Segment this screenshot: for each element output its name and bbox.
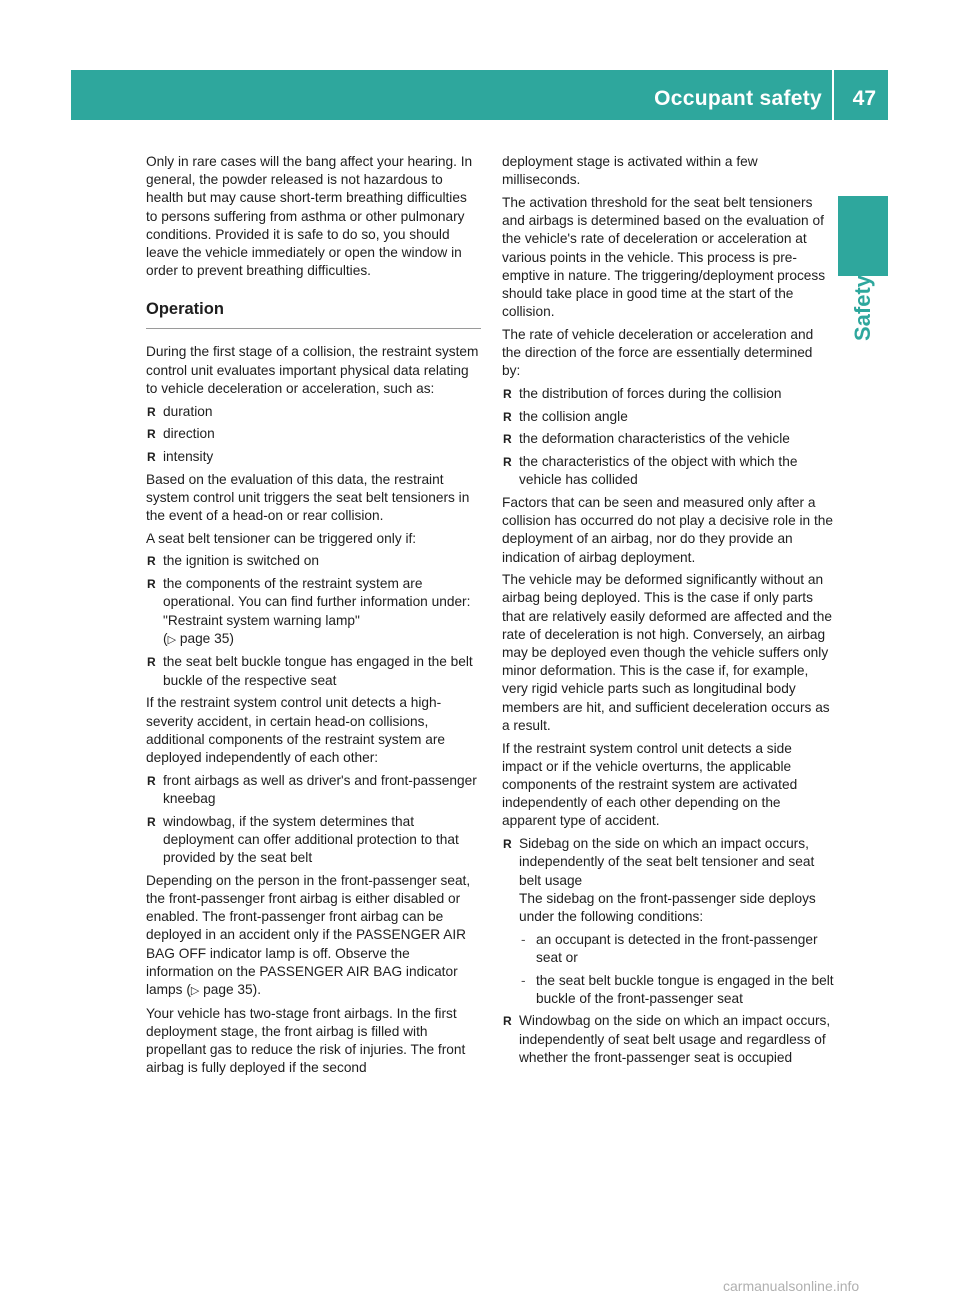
list-item: R the distribution of forces during the collision bbox=[502, 385, 834, 403]
header-bar bbox=[71, 70, 888, 120]
page-reference-link[interactable]: page 35). bbox=[203, 981, 261, 997]
list-item-sidebag bbox=[502, 835, 834, 1008]
paragraph: The activation threshold for the seat belt tensioners and airbags is determined based on the evaluation of the vehicle's rate of deceleration or acceleration at various points in the vehicle. This process is pre-emptive in nature. The triggering/deployment process should take place in good time at the start of the collision. bbox=[502, 194, 826, 320]
page-reference-link[interactable]: page 35) bbox=[179, 630, 234, 646]
right-column bbox=[502, 153, 834, 1072]
chapter-tab-marker bbox=[838, 196, 888, 276]
list-item: R the collision angle bbox=[502, 408, 834, 426]
paragraph: Your vehicle has two-stage front airbags. In the first deployment stage, the front airbag is filled with propellant gas to reduce the risk of injuries. The front airbag is fully deployed if the second bbox=[146, 1005, 466, 1076]
dash-item: - an occupant is detected in the front-passenger seat or bbox=[519, 931, 834, 967]
paragraph: The vehicle may be deformed significantly without an airbag being deployed. This is the case if only parts that are relatively easily deformed are affected and the rate of deceleration is not high. Conversely, an airbag may be deployed even though the vehicle suffers only minor deformation. This is the case if, for example, very rigid vehicle parts such as longitudinal body members are hit, and sufficient deceleration occurs as a result. bbox=[502, 572, 832, 733]
list-item: R the ignition is switched on bbox=[146, 552, 481, 570]
bullet-list bbox=[502, 385, 834, 490]
list-item: R the components of the restraint system are operational. You can find further information under: "Restraint system warning lamp" (▷ page 35) bbox=[146, 575, 481, 649]
paragraph: Factors that can be seen and measured only after a collision has occurred do not play a decisive role in the deployment of an airbag, nor do they provide an indication of airbag deployment. bbox=[502, 494, 833, 565]
paragraph: If the restraint system control unit detects a side impact or if the vehicle overturns, the applicable components of the restraint system are activated independently of each other depending on the apparent type of accident. bbox=[502, 740, 798, 829]
intro-paragraph: Only in rare cases will the bang affect your hearing. In general, the powder released is not hazardous to health but may cause short-term breathing difficulties to persons suffering from asthma or other pulmonary conditions. Provided it is safe to do so, you should leave the vehicle immediately or open the window in order to prevent breathing difficulties. bbox=[146, 154, 473, 279]
paragraph: The rate of vehicle deceleration or acceleration and the direction of the force are essentially determined by: bbox=[502, 326, 814, 379]
list-item: R the seat belt buckle tongue has engaged in the belt buckle of the respective seat bbox=[146, 653, 481, 689]
paragraph: During the first stage of a collision, the restraint system control unit evaluates important physical data relating to vehicle deceleration or acceleration, such as: bbox=[146, 344, 479, 396]
chapter-tab-label: Safety bbox=[850, 274, 875, 342]
paragraph: deployment stage is activated within a few milliseconds. bbox=[502, 154, 758, 188]
list-item-text: the components of the restraint system are operational. You can find further information under: "Restraint system warning lamp" bbox=[163, 576, 471, 628]
paragraph-text: Depending on the person in the front-passenger seat, the front-passenger front airbag is either disabled or enabled. The front-passenger front airbag can be deployed in an accident only if the PASSENGER AIR BAG OFF indicator lamp is off. Observe the information on the PASSENGER AIR BAG indicator lamps ( bbox=[146, 872, 471, 997]
sub-paragraph: The sidebag on the front-passenger side deploys under the following conditions: bbox=[519, 890, 816, 924]
paragraph: Based on the evaluation of this data, the restraint system control unit triggers the seat belt tensioners in the event of a head-on or rear collision. bbox=[146, 471, 470, 524]
list-item-windowbag: R Windowbag on the side on which an impact occurs, independently of seat belt usage and regardless of whether the front-passenger seat is occupied bbox=[502, 1012, 834, 1067]
bullet-list bbox=[502, 835, 834, 1067]
list-item: R the deformation characteristics of the vehicle bbox=[502, 430, 834, 448]
paragraph: A seat belt tensioner can be triggered only if: bbox=[146, 530, 417, 546]
list-item: R duration bbox=[146, 403, 481, 421]
page-ref-arrow-icon: ▷ bbox=[167, 633, 177, 646]
dash-list bbox=[519, 931, 834, 1008]
left-column bbox=[146, 153, 481, 1082]
paragraph bbox=[146, 872, 481, 1000]
list-item-text: Sidebag on the side on which an impact occurs, independently of the seat belt tensioner and seat belt usage bbox=[519, 836, 815, 888]
list-item: R front airbags as well as driver's and front-passenger kneebag bbox=[146, 772, 481, 808]
section-heading-operation: Operation bbox=[146, 298, 481, 329]
header-divider bbox=[832, 70, 834, 120]
list-item: R intensity bbox=[146, 448, 481, 466]
paragraph: If the restraint system control unit detects a high-severity accident, in certain head-on collisions, additional components of the restraint system are deployed independently of each other: bbox=[146, 695, 445, 765]
dash-item: - the seat belt buckle tongue is engaged in the belt buckle of the front-passenger seat bbox=[519, 972, 834, 1008]
list-item: R direction bbox=[146, 425, 481, 443]
list-item: R the characteristics of the object with which the vehicle has collided bbox=[502, 453, 834, 489]
bullet-list bbox=[146, 772, 481, 868]
section-title: Occupant safety bbox=[654, 87, 822, 110]
page-ref-arrow-icon: ▷ bbox=[190, 984, 200, 997]
watermark: carmanualsonline.info bbox=[723, 1278, 860, 1294]
bullet-list bbox=[146, 552, 481, 689]
page-number: 47 bbox=[852, 87, 876, 110]
list-item: R windowbag, if the system determines that deployment can offer additional protection to that provided by the seat belt bbox=[146, 813, 481, 868]
bullet-list bbox=[146, 403, 481, 467]
